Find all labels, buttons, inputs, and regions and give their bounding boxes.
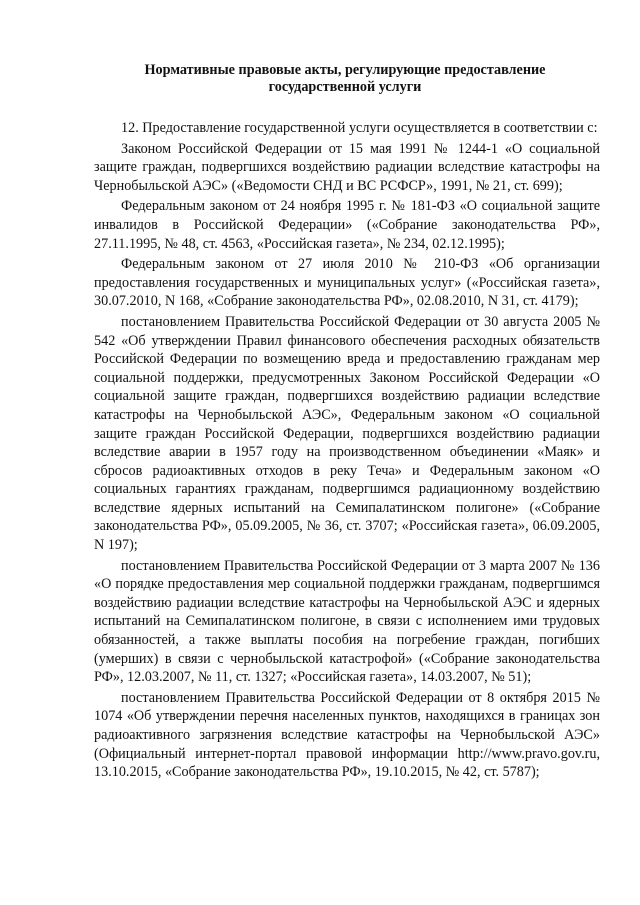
- paragraph-resolution-542: постановлением Правительства Российской Федерации от 30 августа 2005 № 542 «Об утверждении Правил финансового обеспечения расходных обязательств Российской Федерации по возмещению вреда и предоставлению гражданам мер социальной поддержки, предусмотренных Законом Российской Федерации «О социальной защите граждан, подвергшихся воздействию радиации вследствие катастрофы на Чернобыльской АЭС», Федеральным законом «О социальной защите граждан Российской Федерации, подвергшихся воздействию радиации вследствие аварии в 1957 году на производственном объединении «Маяк» и сбросов радиоактивных отходов в реку Теча» и Федеральным законом «О социальных гарантиях гражданам, подвергшимся радиационному воздействию вследствие ядерных испытаний на Семипалатинском полигоне» («Собрание законодательства РФ», 05.09.2005, № 36, ст. 3707; «Российская газета», 06.09.2005, N 197);: [94, 313, 600, 554]
- document-body: [94, 119, 600, 782]
- section-heading-line-2: государственной услуги: [268, 79, 422, 95]
- section-heading: [94, 62, 600, 96]
- paragraph-law-1244-1: Законом Российской Федерации от 15 мая 1991 № 1244-1 «О социальной защите граждан, подвергшихся воздействию радиации вследствие катастрофы на Чернобыльской АЭС» («Ведомости СНД и ВС РСФСР», 1991, № 21, ст. 699);: [94, 140, 600, 194]
- section-heading-line-1: Нормативные правовые акты, регулирующие предоставление: [144, 62, 546, 78]
- paragraph-clause-12: 12. Предоставление государственной услуги осуществляется в соответствии с:: [121, 120, 598, 136]
- paragraph-resolution-136: постановлением Правительства Российской Федерации от 3 марта 2007 № 136 «О порядке предоставления мер социальной поддержки гражданам, подвергшимся воздействию радиации вследствие катастрофы на Чернобыльской АЭС и ядерных испытаний на Семипалатинском полигоне, в связи с исполнением ими трудовых обязанностей, а также выплаты пособия на погребение граждан, погибших (умерших) в связи с чернобыльской катастрофой» («Собрание законодательства РФ», 12.03.2007, № 11, ст. 1327; «Российская газета», 14.03.2007, № 51);: [94, 557, 600, 686]
- paragraph-law-210-fz: Федеральным законом от 27 июля 2010 № 210-ФЗ «Об организации предоставления государственных и муниципальных услуг» («Российская газета», 30.07.2010, N 168, «Собрание законодательства РФ», 02.08.2010, N 31, ст. 4179);: [94, 256, 600, 310]
- paragraph-law-181-fz: Федеральным законом от 24 ноября 1995 г. № 181-ФЗ «О социальной защите инвалидов в Российской Федерации» («Собрание законодательства РФ», 27.11.1995, № 48, ст. 4563, «Российская газета», № 234, 02.12.1995);: [94, 198, 600, 252]
- paragraph-resolution-1074: постановлением Правительства Российской Федерации от 8 октября 2015 № 1074 «Об утверждении перечня населенных пунктов, находящихся в границах зон радиоактивного загрязнения вследствие катастрофы на Чернобыльской АЭС» (Официальный интернет-портал правовой информации http://www.pravo.gov.ru, 13.10.2015, «Собрание законодательства РФ», 19.10.2015, № 42, ст. 5787);: [94, 689, 600, 781]
